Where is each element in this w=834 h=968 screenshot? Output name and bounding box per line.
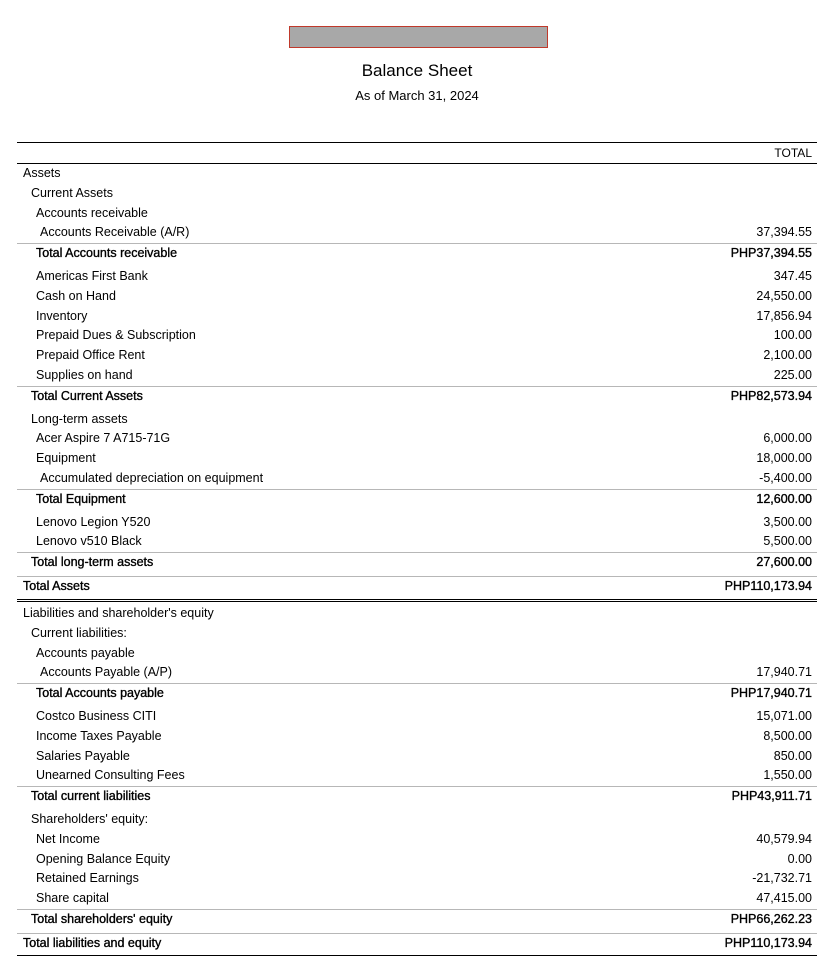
total-row [17, 909, 817, 930]
row-amount: 17,940.71 [756, 665, 812, 680]
row-amount: 47,415.00 [756, 891, 812, 906]
total-row [17, 786, 817, 807]
row-amount: 18,000.00 [756, 451, 812, 466]
row-label: Acer Aspire 7 A715-71G [36, 431, 171, 446]
row-label: Total Accounts receivable [36, 246, 178, 261]
row-label: Accounts payable [36, 645, 135, 660]
row-label: Salaries Payable [36, 748, 130, 763]
report-rows [17, 164, 817, 956]
table-row [17, 663, 817, 683]
row-amount: 5,500.00 [763, 534, 812, 549]
column-header-total: TOTAL [17, 142, 817, 164]
row-label: Share capital [36, 891, 109, 906]
row-label: Total shareholders' equity [31, 911, 173, 926]
row-amount: 12,600.00 [756, 491, 812, 506]
row-label: Current Assets [31, 185, 113, 200]
row-label: Liabilities and shareholder's equity [23, 605, 214, 620]
row-amount: -5,400.00 [759, 470, 812, 485]
row-amount: 3,500.00 [763, 514, 812, 529]
row-label: Total long-term assets [31, 555, 154, 570]
table-row [17, 346, 817, 366]
row-amount: PHP66,262.23 [730, 911, 812, 926]
row-label: Retained Earnings [36, 871, 139, 886]
row-amount: PHP82,573.94 [730, 388, 812, 403]
row-label: Prepaid Dues & Subscription [36, 328, 196, 343]
row-amount: 8,500.00 [763, 728, 812, 743]
row-label: Assets [23, 166, 61, 180]
total-row [17, 552, 817, 573]
row-amount: 6,000.00 [763, 431, 812, 446]
row-label: Current liabilities: [31, 625, 127, 640]
row-amount: 850.00 [773, 748, 812, 763]
row-label: Costco Business CITI [36, 708, 157, 723]
row-label: Total Accounts payable [36, 686, 164, 701]
table-row [17, 810, 817, 830]
table-row [17, 287, 817, 307]
row-label: Total Current Assets [31, 388, 143, 403]
row-label: Unearned Consulting Fees [36, 768, 185, 783]
row-label: Net Income [36, 831, 100, 846]
row-label: Income Taxes Payable [36, 728, 162, 743]
row-label: Total liabilities and equity [23, 935, 162, 950]
row-amount: 40,579.94 [756, 831, 812, 846]
table-row [17, 223, 817, 243]
row-label: Opening Balance Equity [36, 851, 171, 866]
row-amount: 24,550.00 [756, 288, 812, 303]
row-label: Shareholders' equity: [31, 811, 149, 826]
total-row [17, 683, 817, 704]
row-label: Cash on Hand [36, 288, 116, 303]
table-row [17, 204, 817, 224]
table-row [17, 469, 817, 489]
row-label: Inventory [36, 308, 88, 323]
row-amount: 15,071.00 [756, 708, 812, 723]
row-label: Americas First Bank [36, 268, 148, 283]
table-row [17, 850, 817, 870]
row-amount: PHP37,394.55 [730, 246, 812, 261]
row-amount: 37,394.55 [756, 225, 812, 240]
redacted-company-name [289, 26, 548, 48]
total-row [17, 386, 817, 407]
total-row [17, 243, 817, 264]
table-row [17, 830, 817, 850]
table-row [17, 624, 817, 644]
row-label: Total current liabilities [31, 789, 151, 804]
row-label: Accounts receivable [36, 205, 148, 220]
row-amount: PHP110,173.94 [724, 935, 812, 950]
row-label: Accounts Payable (A/P) [40, 665, 173, 680]
row-amount: PHP110,173.94 [724, 578, 812, 593]
row-label: Prepaid Office Rent [36, 348, 145, 363]
table-row [17, 429, 817, 449]
total-row [17, 489, 817, 510]
table-row [17, 644, 817, 664]
table-row [17, 449, 817, 469]
row-label: Accumulated depreciation on equipment [40, 470, 264, 485]
table-row [17, 513, 817, 533]
table-row [17, 766, 817, 786]
row-amount: 2,100.00 [763, 348, 812, 363]
total-row [17, 933, 817, 956]
report-date: As of March 31, 2024 [355, 88, 479, 103]
row-label: Total Assets [23, 578, 90, 593]
row-amount: PHP17,940.71 [730, 686, 812, 701]
row-amount: PHP43,911.71 [731, 789, 812, 804]
row-amount: 0.00 [787, 851, 812, 866]
row-amount: 17,856.94 [756, 308, 812, 323]
row-label: Supplies on hand [36, 367, 133, 382]
row-label: Accounts Receivable (A/R) [40, 225, 190, 240]
row-amount: 347.45 [773, 268, 812, 283]
table-row [17, 604, 817, 624]
table-row [17, 184, 817, 204]
row-amount: 100.00 [773, 328, 812, 343]
row-label: Lenovo v510 Black [36, 534, 142, 549]
table-row [17, 889, 817, 909]
table-row [17, 869, 817, 889]
report-title: Balance Sheet [361, 61, 473, 80]
row-label: Lenovo Legion Y520 [36, 514, 151, 529]
table-row [17, 164, 817, 184]
row-label: Long-term assets [31, 411, 128, 426]
row-label: Equipment [36, 451, 96, 466]
table-row [17, 532, 817, 552]
table-row [17, 727, 817, 747]
row-amount: 27,600.00 [756, 555, 812, 570]
row-amount: 225.00 [773, 367, 812, 382]
total-row [17, 576, 817, 602]
table-row [17, 366, 817, 386]
table-row [17, 410, 817, 430]
table-row [17, 267, 817, 287]
table-row [17, 747, 817, 767]
balance-sheet-table [17, 142, 817, 956]
table-row [17, 707, 817, 727]
table-row [17, 326, 817, 346]
table-row [17, 307, 817, 327]
row-amount: -21,732.71 [752, 871, 812, 886]
row-label: Total Equipment [36, 491, 126, 506]
row-amount: 1,550.00 [763, 768, 812, 783]
